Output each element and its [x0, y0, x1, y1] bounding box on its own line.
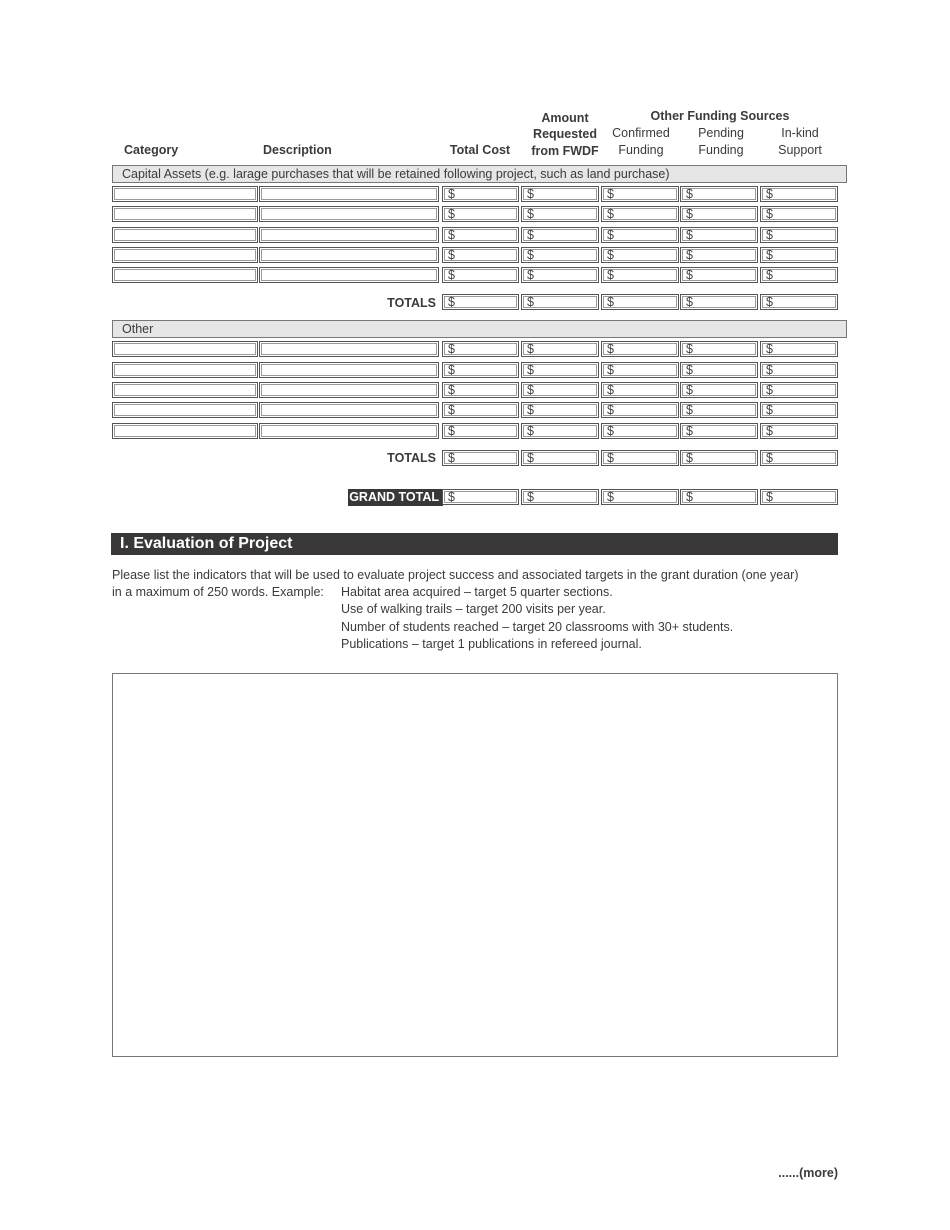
- row-total-cost-field[interactable]: $: [442, 247, 519, 263]
- totals-inkind-support-field[interactable]: $: [760, 450, 838, 466]
- evaluation-example-2: Use of walking trails – target 200 visits per year.: [341, 602, 606, 616]
- totals-amount-requested-field[interactable]: $: [521, 450, 599, 466]
- description-field[interactable]: [259, 227, 439, 243]
- row-confirmed-funding-field[interactable]: $: [601, 227, 679, 243]
- row-inkind-support-field[interactable]: $: [760, 382, 838, 398]
- category-field[interactable]: [112, 267, 258, 283]
- header-pending-line2: Funding: [698, 143, 744, 157]
- row-amount-requested-field[interactable]: $: [521, 247, 599, 263]
- row-amount-requested-field[interactable]: $: [521, 227, 599, 243]
- row-inkind-support-field[interactable]: $: [760, 247, 838, 263]
- category-field[interactable]: [112, 341, 258, 357]
- header-confirmed-line2: Funding: [618, 143, 664, 157]
- evaluation-instructions-line2: in a maximum of 250 words. Example:: [112, 585, 324, 599]
- category-field[interactable]: [112, 423, 258, 439]
- row-inkind-support-field[interactable]: $: [760, 186, 838, 202]
- header-amount-line1: Amount: [541, 111, 589, 125]
- evaluation-heading: I. Evaluation of Project: [111, 533, 838, 555]
- row-pending-funding-field[interactable]: $: [680, 247, 758, 263]
- row-total-cost-field[interactable]: $: [442, 402, 519, 418]
- row-inkind-support-field[interactable]: $: [760, 423, 838, 439]
- description-field[interactable]: [259, 247, 439, 263]
- header-amount-line3: from FWDF: [531, 144, 599, 158]
- grand-total-amount-requested-field[interactable]: $: [521, 489, 599, 505]
- description-field[interactable]: [259, 206, 439, 222]
- row-confirmed-funding-field[interactable]: $: [601, 362, 679, 378]
- row-confirmed-funding-field[interactable]: $: [601, 186, 679, 202]
- header-category: Category: [124, 143, 179, 157]
- description-field[interactable]: [259, 382, 439, 398]
- category-field[interactable]: [112, 382, 258, 398]
- evaluation-example-3: Number of students reached – target 20 classrooms with 30+ students.: [341, 620, 734, 634]
- description-field[interactable]: [259, 341, 439, 357]
- row-amount-requested-field[interactable]: $: [521, 267, 599, 283]
- row-confirmed-funding-field[interactable]: $: [601, 267, 679, 283]
- description-field[interactable]: [259, 186, 439, 202]
- row-total-cost-field[interactable]: $: [442, 186, 519, 202]
- header-confirmed-line1: Confirmed: [612, 126, 670, 140]
- evaluation-example-4: Publications – target 1 publications in refereed journal.: [341, 637, 642, 651]
- totals-confirmed-funding-field[interactable]: $: [601, 450, 679, 466]
- row-amount-requested-field[interactable]: $: [521, 423, 599, 439]
- row-confirmed-funding-field[interactable]: $: [601, 341, 679, 357]
- row-pending-funding-field[interactable]: $: [680, 186, 758, 202]
- row-amount-requested-field[interactable]: $: [521, 402, 599, 418]
- header-inkind-line2: Support: [778, 143, 822, 157]
- grand-total-total-cost-field[interactable]: $: [442, 489, 519, 505]
- header-total-cost: Total Cost: [449, 143, 511, 157]
- row-pending-funding-field[interactable]: $: [680, 362, 758, 378]
- row-total-cost-field[interactable]: $: [442, 267, 519, 283]
- totals-total-cost-field[interactable]: $: [442, 294, 519, 310]
- row-confirmed-funding-field[interactable]: $: [601, 382, 679, 398]
- more-indicator: ......(more): [778, 1166, 838, 1180]
- row-total-cost-field[interactable]: $: [442, 362, 519, 378]
- row-pending-funding-field[interactable]: $: [680, 206, 758, 222]
- row-pending-funding-field[interactable]: $: [680, 267, 758, 283]
- row-amount-requested-field[interactable]: $: [521, 362, 599, 378]
- totals-amount-requested-field[interactable]: $: [521, 294, 599, 310]
- row-total-cost-field[interactable]: $: [442, 206, 519, 222]
- row-inkind-support-field[interactable]: $: [760, 362, 838, 378]
- description-field[interactable]: [259, 402, 439, 418]
- row-inkind-support-field[interactable]: $: [760, 227, 838, 243]
- description-field[interactable]: [259, 267, 439, 283]
- category-field[interactable]: [112, 247, 258, 263]
- row-pending-funding-field[interactable]: $: [680, 382, 758, 398]
- grand-total-inkind-support-field[interactable]: $: [760, 489, 838, 505]
- row-pending-funding-field[interactable]: $: [680, 227, 758, 243]
- evaluation-example-1: Habitat area acquired – target 5 quarter sections.: [341, 585, 613, 599]
- row-inkind-support-field[interactable]: $: [760, 402, 838, 418]
- row-pending-funding-field[interactable]: $: [680, 423, 758, 439]
- row-pending-funding-field[interactable]: $: [680, 402, 758, 418]
- row-total-cost-field[interactable]: $: [442, 382, 519, 398]
- description-field[interactable]: [259, 362, 439, 378]
- category-field[interactable]: [112, 362, 258, 378]
- row-amount-requested-field[interactable]: $: [521, 382, 599, 398]
- row-inkind-support-field[interactable]: $: [760, 341, 838, 357]
- totals-inkind-support-field[interactable]: $: [760, 294, 838, 310]
- row-amount-requested-field[interactable]: $: [521, 186, 599, 202]
- row-pending-funding-field[interactable]: $: [680, 341, 758, 357]
- totals-total-cost-field[interactable]: $: [442, 450, 519, 466]
- row-confirmed-funding-field[interactable]: $: [601, 423, 679, 439]
- totals-label-other: TOTALS: [387, 451, 436, 465]
- row-confirmed-funding-field[interactable]: $: [601, 402, 679, 418]
- grand-total-pending-funding-field[interactable]: $: [680, 489, 758, 505]
- header-pending-line1: Pending: [698, 126, 744, 140]
- grand-total-confirmed-funding-field[interactable]: $: [601, 489, 679, 505]
- row-total-cost-field[interactable]: $: [442, 423, 519, 439]
- row-confirmed-funding-field[interactable]: $: [601, 247, 679, 263]
- row-total-cost-field[interactable]: $: [442, 341, 519, 357]
- category-field[interactable]: [112, 227, 258, 243]
- category-field[interactable]: [112, 206, 258, 222]
- header-amount-line2: Requested: [533, 127, 597, 141]
- row-total-cost-field[interactable]: $: [442, 227, 519, 243]
- row-inkind-support-field[interactable]: $: [760, 206, 838, 222]
- description-field[interactable]: [259, 423, 439, 439]
- row-confirmed-funding-field[interactable]: $: [601, 206, 679, 222]
- evaluation-response-box[interactable]: [112, 673, 838, 1057]
- row-inkind-support-field[interactable]: $: [760, 267, 838, 283]
- row-amount-requested-field[interactable]: $: [521, 341, 599, 357]
- header-description: Description: [263, 143, 332, 157]
- totals-label-capital-assets: TOTALS: [387, 296, 436, 310]
- totals-pending-funding-field[interactable]: $: [680, 450, 758, 466]
- category-field[interactable]: [112, 402, 258, 418]
- totals-confirmed-funding-field[interactable]: $: [601, 294, 679, 310]
- header-other-funding: Other Funding Sources: [650, 109, 790, 123]
- evaluation-instructions-line1: Please list the indicators that will be used to evaluate project success and associated targets in the grant duration (one year): [112, 568, 799, 582]
- section-other-bar: Other: [112, 320, 847, 338]
- row-amount-requested-field[interactable]: $: [521, 206, 599, 222]
- totals-pending-funding-field[interactable]: $: [680, 294, 758, 310]
- header-inkind-line1: In-kind: [781, 126, 819, 140]
- category-field[interactable]: [112, 186, 258, 202]
- grand-total-label: GRAND TOTAL: [348, 489, 443, 506]
- section-capital-assets-bar: Capital Assets (e.g. larage purchases that will be retained following project, such as land purchase): [112, 165, 847, 183]
